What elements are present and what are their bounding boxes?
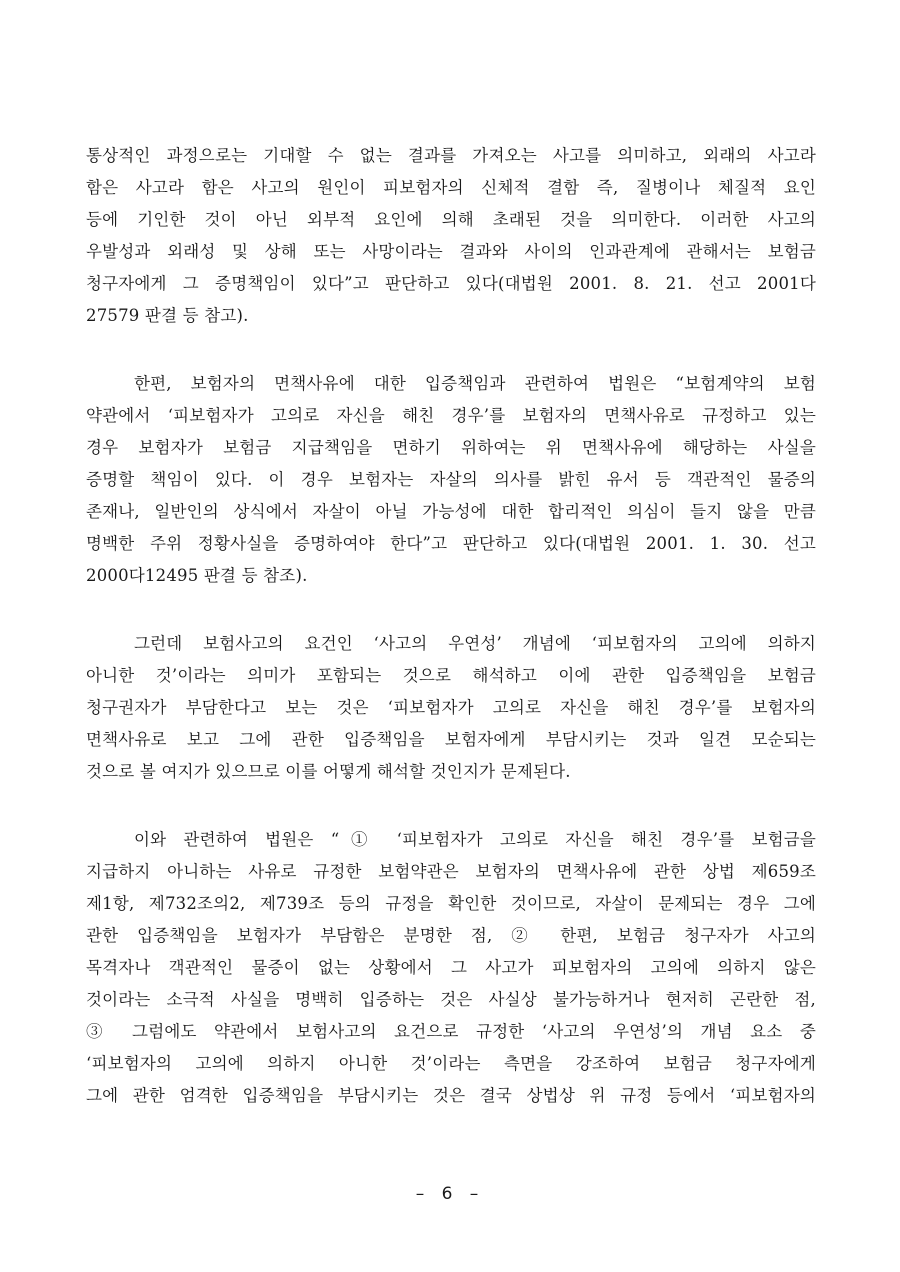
text-line: 증명할 책임이 있다. 이 경우 보험자는 자살의 의사를 밝힌 유서 등 객관적인 물증의 — [86, 470, 816, 489]
text-line: 이와 관련하여 법원은 “① ‘피보험자가 고의로 자신을 해친 경우’를 보험금을 — [134, 830, 816, 849]
text-line: 약관에서 ‘피보험자가 고의로 자신을 해친 경우’를 보험자의 면책사유로 규정하고 있는 — [86, 406, 816, 425]
text-line: 등에 기인한 것이 아닌 외부적 요인에 의해 초래된 것을 의미한다. 이러한 사고의 — [86, 210, 816, 229]
text-line: 함은 사고라 함은 사고의 원인이 피보험자의 신체적 결함 즉, 질병이나 체질적 요인 — [86, 178, 816, 197]
paragraph-2 — [86, 368, 816, 592]
paragraph-3 — [86, 628, 816, 788]
text-line: 관한 입증책임을 보험자가 부담함은 분명한 점, ② 한편, 보험금 청구자가 사고의 — [86, 926, 816, 945]
text-line: 한편, 보험자의 면책사유에 대한 입증책임과 관련하여 법원은 “보험계약의 보험 — [134, 374, 816, 393]
text-line: 면책사유로 보고 그에 관한 입증책임을 보험자에게 부담시키는 것과 일견 모순되는 — [86, 730, 816, 749]
text-line: 목격자나 객관적인 물증이 없는 상황에서 그 사고가 피보험자의 고의에 의하지 않은 — [86, 958, 816, 977]
text-line: 경우 보험자가 보험금 지급책임을 면하기 위하여는 위 면책사유에 해당하는 사실을 — [86, 438, 816, 457]
text-line: 것으로 볼 여지가 있으므로 이를 어떻게 해석할 것인지가 문제된다. — [86, 762, 571, 781]
text-line: 청구권자가 부담한다고 보는 것은 ‘피보험자가 고의로 자신을 해친 경우’를 보험자의 — [86, 698, 816, 717]
paragraph-4 — [86, 824, 816, 1112]
text-line: 27579 판결 등 참고). — [86, 306, 249, 325]
text-line: 명백한 주위 정황사실을 증명하여야 한다”고 판단하고 있다(대법원 2001. 1. 30. 선고 — [86, 534, 816, 553]
text-line: 지급하지 아니하는 사유로 규정한 보험약관은 보험자의 면책사유에 관한 상법 제659조 — [86, 862, 816, 881]
text-line: 그런데 보험사고의 요건인 ‘사고의 우연성’ 개념에 ‘피보험자의 고의에 의하지 — [134, 634, 816, 653]
text-line: 청구자에게 그 증명책임이 있다”고 판단하고 있다(대법원 2001. 8. 21. 선고 2001다 — [86, 274, 816, 293]
text-line: 통상적인 과정으로는 기대할 수 없는 결과를 가져오는 사고를 의미하고, 외래의 사고라 — [86, 146, 816, 165]
text-line: ③ 그럼에도 약관에서 보험사고의 요건으로 규정한 ‘사고의 우연성’의 개념 요소 중 — [86, 1022, 816, 1041]
text-line: ‘피보험자의 고의에 의하지 아니한 것’이라는 측면을 강조하여 보험금 청구자에게 — [86, 1054, 816, 1073]
paragraph-1 — [86, 140, 816, 332]
document-body — [86, 140, 816, 1148]
text-line: 존재나, 일반인의 상식에서 자살이 아닐 가능성에 대한 합리적인 의심이 들지 않을 만큼 — [86, 502, 816, 521]
text-line: 것이라는 소극적 사실을 명백히 입증하는 것은 사실상 불가능하거나 현저히 곤란한 점, — [86, 990, 816, 1009]
text-line: 아니한 것’이라는 의미가 포함되는 것으로 해석하고 이에 관한 입증책임을 보험금 — [86, 666, 816, 685]
text-line: 그에 관한 엄격한 입증책임을 부담시키는 것은 결국 상법상 위 규정 등에서 ‘피보험자의 — [86, 1086, 816, 1105]
page-number: – 6 – — [415, 1184, 485, 1204]
text-line: 2000다12495 판결 등 참조). — [86, 566, 308, 585]
text-line: 우발성과 외래성 및 상해 또는 사망이라는 결과와 사이의 인과관계에 관해서는 보험금 — [86, 242, 816, 261]
text-line: 제1항, 제732조의2, 제739조 등의 규정을 확인한 것이므로, 자살이 문제되는 경우 그에 — [86, 894, 816, 913]
